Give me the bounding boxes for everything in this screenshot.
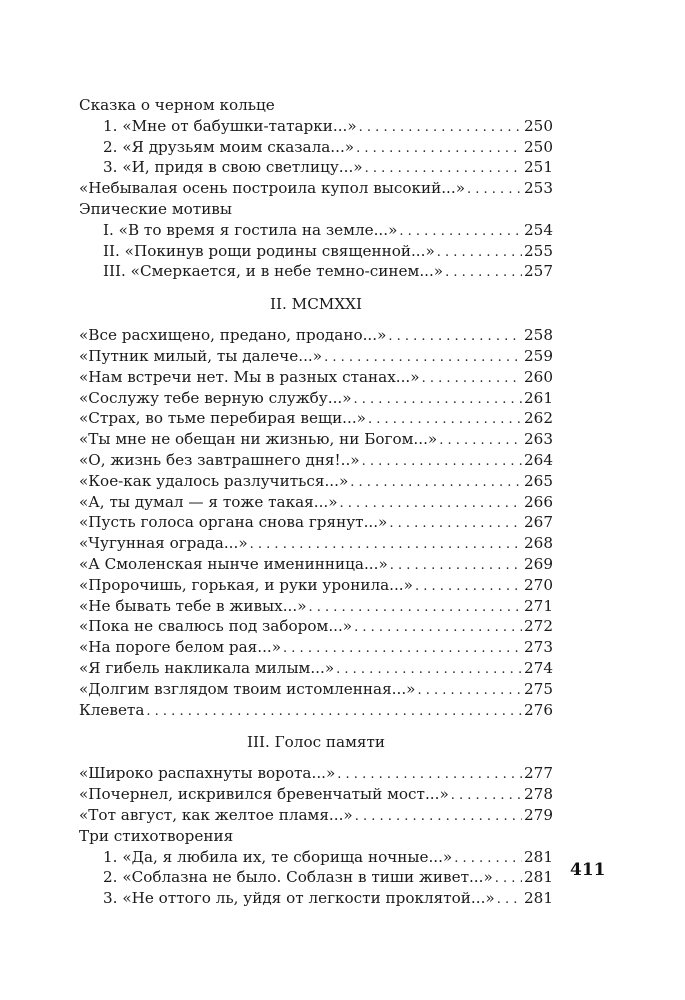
toc-entry — [79, 805, 553, 826]
toc-entry — [79, 220, 553, 241]
toc-entry — [79, 784, 553, 805]
entry-page-number: 258 — [524, 326, 553, 345]
entry-page-number: 277 — [524, 764, 553, 783]
dot-leader — [454, 849, 522, 870]
entry-page-number: 257 — [524, 262, 553, 281]
entry-page-number: 269 — [524, 554, 553, 573]
dot-leader — [388, 327, 522, 348]
page-number: 411 — [570, 860, 606, 880]
entry-title: 2. «Я друзьям моим сказала...» — [103, 137, 355, 156]
entry-page-number: 264 — [524, 450, 553, 469]
dot-leader — [324, 348, 522, 369]
entry-title: «А, ты думал — я тоже такая...» — [79, 492, 338, 511]
toc-entry — [79, 616, 553, 637]
entry-title: Три стихотворения — [79, 826, 234, 845]
entry-page-number: 278 — [524, 785, 553, 804]
toc-entry — [79, 847, 553, 868]
entry-page-number: 267 — [524, 513, 553, 532]
entry-title: «Я гибель накликала милым...» — [79, 658, 335, 677]
entry-title: «Ты мне не обещан ни жизнью, ни Богом...» — [79, 430, 438, 449]
section-header: II. MCMXXI — [269, 295, 362, 314]
toc-entry — [79, 575, 553, 596]
entry-title: «Пусть голоса органа снова грянут...» — [79, 513, 388, 532]
dot-leader — [362, 452, 522, 473]
entry-page-number: 281 — [524, 889, 553, 908]
toc-entry — [79, 492, 553, 513]
entry-title: «Чугунная ограда...» — [79, 534, 248, 553]
entry-page-number: 260 — [524, 367, 553, 386]
entry-page-number: 276 — [524, 700, 553, 719]
entry-title: 1. «Да, я любила их, те сборища ночные...» — [103, 847, 453, 866]
dot-leader — [350, 473, 522, 494]
entry-title: «Кое-как удалось разлучиться...» — [79, 471, 349, 490]
entry-title: Сказка о черном кольце — [79, 96, 275, 114]
toc-entry — [79, 116, 553, 137]
entry-page-number: 270 — [524, 575, 553, 594]
toc-entry — [79, 471, 553, 492]
toc-entry — [79, 450, 553, 471]
dot-leader — [354, 390, 522, 411]
entry-title: «Тот август, как желтое пламя...» — [79, 805, 353, 824]
entry-title: III. «Смеркается, и в небе темно-синем...» — [103, 262, 444, 281]
section-header: III. Голос памяти — [246, 733, 386, 752]
entry-page-number: 253 — [524, 179, 553, 198]
dot-leader — [146, 702, 522, 723]
entry-title: 3. «И, придя в свою светлицу...» — [103, 158, 363, 177]
toc-entry — [79, 241, 553, 262]
dot-leader — [368, 410, 522, 431]
entry-page-number: 274 — [524, 658, 553, 677]
entry-page-number: 279 — [524, 805, 553, 824]
dot-leader — [495, 869, 522, 890]
entry-title: «Небывалая осень построила купол высокий...» — [79, 179, 465, 198]
entry-page-number: 275 — [524, 679, 553, 698]
entry-page-number: 250 — [524, 116, 553, 135]
toc-entry — [79, 763, 553, 784]
dot-leader — [283, 639, 522, 660]
toc-entry — [79, 157, 553, 178]
entry-page-number: 255 — [524, 241, 553, 260]
entry-title: 2. «Соблазна не было. Соблазн в тиши живет...» — [103, 868, 493, 887]
entry-title: «Страх, во тьме перебирая вещи...» — [79, 409, 366, 428]
entry-page-number: 273 — [524, 638, 553, 657]
dot-leader — [415, 577, 522, 598]
entry-page-number: 272 — [524, 617, 553, 636]
toc-entry — [79, 658, 553, 679]
entry-title: «О, жизнь без завтрашнего дня!..» — [79, 450, 360, 469]
toc-entry — [79, 388, 553, 409]
toc-entry — [79, 346, 553, 367]
toc-group-heading — [79, 199, 553, 220]
entry-title: «Почернел, искривился бревенчатый мост...» — [79, 785, 449, 804]
toc-entry — [79, 700, 553, 721]
entry-title: «Все расхищено, предано, продано...» — [79, 326, 387, 345]
entry-title: «Пророчишь, горькая, и руки уронила...» — [79, 575, 413, 594]
toc-entry — [79, 867, 553, 888]
dot-leader — [340, 494, 522, 515]
toc-entry — [79, 533, 553, 554]
table-of-contents — [79, 95, 553, 909]
dot-leader — [417, 681, 522, 702]
dot-leader — [336, 660, 522, 681]
dot-leader — [399, 222, 522, 243]
entry-title: «Сослужу тебе верную службу...» — [79, 388, 352, 407]
toc-entry — [79, 367, 553, 388]
dot-leader — [359, 118, 522, 139]
entry-page-number: 262 — [524, 409, 553, 428]
entry-page-number: 268 — [524, 534, 553, 553]
entry-title: Эпические мотивы — [79, 199, 232, 218]
toc-entry — [79, 679, 553, 700]
toc-entry — [79, 554, 553, 575]
entry-page-number: 271 — [524, 596, 553, 615]
entry-title: II. «Покинув рощи родины священной...» — [103, 241, 435, 260]
entry-title: «Путник милый, ты далече...» — [79, 346, 323, 365]
entry-page-number: 251 — [524, 158, 553, 177]
dot-leader — [422, 369, 522, 390]
dot-leader — [451, 786, 522, 807]
entry-page-number: 254 — [524, 220, 553, 239]
dot-leader — [497, 890, 522, 911]
entry-page-number: 261 — [524, 388, 553, 407]
dot-leader — [467, 180, 522, 201]
toc-entry — [79, 512, 553, 533]
dot-leader — [390, 556, 522, 577]
toc-entry — [79, 325, 553, 346]
dot-leader — [250, 535, 522, 556]
toc-entry — [79, 261, 553, 282]
entry-page-number: 281 — [524, 847, 553, 866]
entry-title: «Пока не свалюсь под забором...» — [79, 617, 353, 636]
dot-leader — [356, 139, 522, 160]
dot-leader — [309, 598, 523, 619]
toc-entry — [79, 408, 553, 429]
entry-title: 3. «Не оттого ль, уйдя от легкости проклятой...» — [103, 889, 495, 908]
entry-title: «Широко распахнуты ворота...» — [79, 764, 336, 783]
toc-entry — [79, 178, 553, 199]
entry-page-number: 281 — [524, 868, 553, 887]
toc-entry — [79, 637, 553, 658]
entry-page-number: 263 — [524, 430, 553, 449]
entry-page-number: 265 — [524, 471, 553, 490]
entry-title: Клевета — [79, 700, 145, 719]
dot-leader — [437, 243, 522, 264]
toc-entry — [79, 596, 553, 617]
entry-title: I. «В то время я гостила на земле...» — [103, 220, 398, 239]
dot-leader — [355, 807, 522, 828]
toc-group-heading — [79, 95, 553, 116]
entry-page-number: 259 — [524, 346, 553, 365]
toc-entry — [79, 137, 553, 158]
toc-entry — [79, 888, 553, 909]
dot-leader — [354, 618, 522, 639]
entry-title: 1. «Мне от бабушки-татарки...» — [103, 116, 357, 135]
entry-title: «Долгим взглядом твоим истомленная...» — [79, 679, 416, 698]
dot-leader — [389, 514, 522, 535]
entry-title: «Не бывать тебе в живых...» — [79, 596, 307, 615]
toc-group-heading — [79, 826, 553, 847]
entry-page-number: 266 — [524, 492, 553, 511]
dot-leader — [445, 263, 522, 284]
toc-entry — [79, 429, 553, 450]
entry-title: «На пороге белом рая...» — [79, 638, 282, 657]
dot-leader — [337, 765, 522, 786]
dot-leader — [365, 159, 522, 180]
entry-title: «Нам встречи нет. Мы в разных станах...» — [79, 367, 420, 386]
entry-page-number: 250 — [524, 137, 553, 156]
dot-leader — [439, 431, 522, 452]
entry-title: «А Смоленская нынче именинница...» — [79, 554, 388, 573]
